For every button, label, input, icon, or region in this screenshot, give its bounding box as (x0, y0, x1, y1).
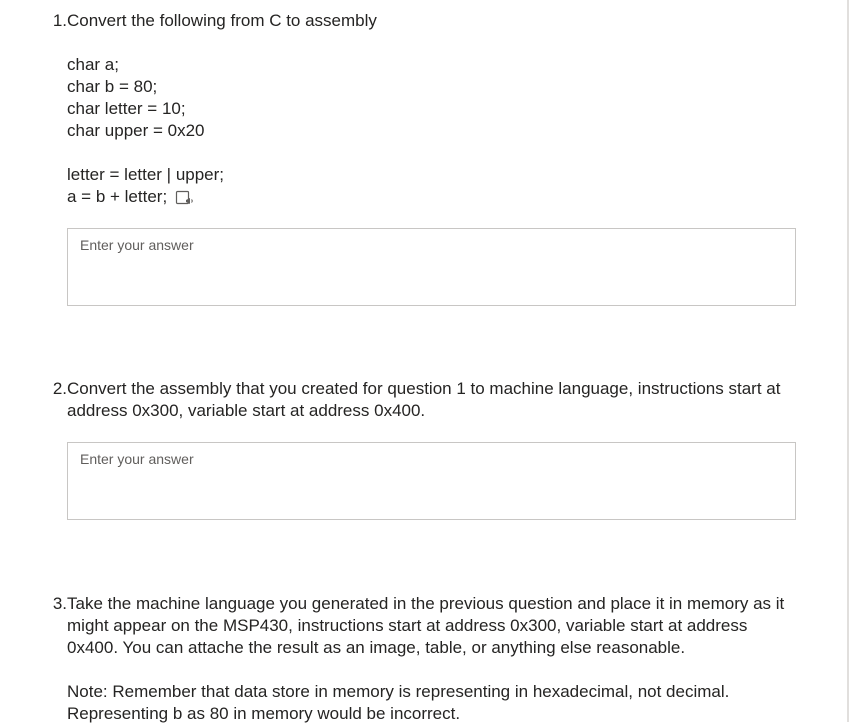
question-prompt: Convert the assembly that you created for question 1 to machine language, instructions start at address 0x300, variable start at address 0x400. (67, 379, 781, 420)
question-2-header (0, 378, 800, 422)
question-note: Note: Remember that data store in memory is representing in hexadecimal, not decimal. Representing b as 80 in memory would be incorrect. (67, 682, 730, 723)
code-line: char letter = 10; (67, 99, 186, 118)
code-line-text: a = b + letter; (67, 187, 168, 206)
answer-input-2[interactable]: Enter your answer (67, 442, 796, 520)
question-number: 1. (52, 11, 67, 30)
code-line-with-icon (67, 186, 800, 208)
code-line: char b = 80; (67, 77, 158, 96)
question-prompt: Convert the following from C to assembly (67, 11, 377, 30)
question-1-header (0, 10, 800, 32)
answer-input-1[interactable]: Enter your answer (67, 228, 796, 306)
question-prompt: Take the machine language you generated in the previous question and place it in memory as it might appear on the MSP430, instructions start at address 0x300, variable start at address 0x400. You can attache the result as an image, table, or anything else reasonable. (67, 594, 785, 657)
question-2 (0, 378, 800, 520)
code-line: char a; (67, 55, 119, 74)
question-3 (0, 593, 800, 725)
question-number: 3. (52, 594, 67, 613)
code-line: char upper = 0x20 (67, 121, 205, 140)
code-block (67, 54, 800, 208)
code-line: letter = letter | upper; (67, 165, 225, 184)
question-number: 2. (52, 379, 67, 398)
question-1 (0, 10, 800, 306)
question-3-header (0, 593, 800, 659)
immersive-reader-icon[interactable] (175, 189, 195, 207)
